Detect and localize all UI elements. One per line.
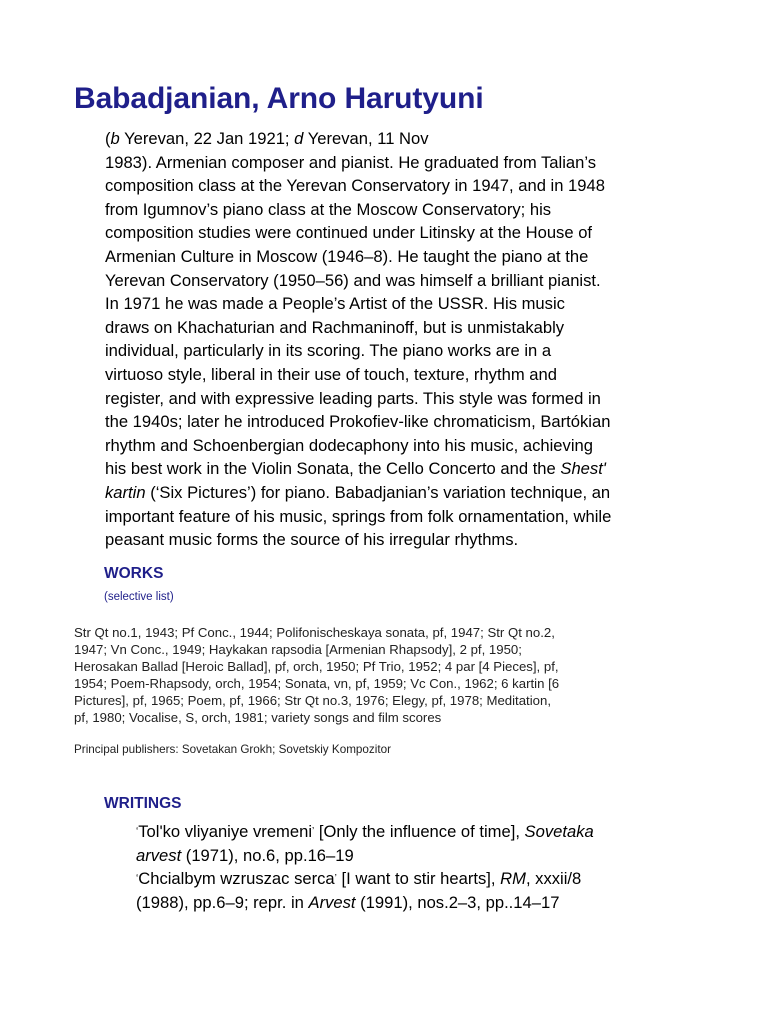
quote-mark: ’ — [334, 873, 337, 884]
works-line: 1947; Vn Conc., 1949; Haykakan rapsodia [Armenian Rhapsody], 2 pf, 1950; — [74, 642, 522, 658]
bio-line — [105, 457, 665, 481]
work-title: kartin — [105, 482, 146, 502]
citation-detail: (1988), pp.6–9; repr. in — [136, 892, 309, 912]
works-line: Str Qt no.1, 1943; Pf Conc., 1944; Polifonischeskaya sonata, pf, 1947; Str Qt no.2, — [74, 625, 555, 640]
writing-entry — [136, 867, 676, 915]
bio-line: Yerevan Conservatory (1950–56) and was himself a brilliant pianist. — [105, 270, 601, 290]
bio-text: (‘Six Pictures’) for piano. Babadjanian’s variation technique, an — [145, 482, 611, 502]
journal-name: Sovetaka — [524, 822, 594, 841]
bio-line: rhythm and Schoenbergian dodecaphony into his music, achieving — [105, 435, 593, 455]
works-heading: WORKS — [104, 565, 164, 582]
writing-line — [136, 820, 676, 844]
citation-detail: (1991), nos.2–3, pp..14–17 — [355, 892, 560, 912]
works-line: Pictures], pf, 1965; Poem, pf, 1966; Str Qt no.3, 1976; Elegy, pf, 1978; Meditation, — [74, 693, 551, 709]
bio-line: virtuoso style, liberal in their use of touch, texture, rhythm and — [105, 364, 557, 384]
bio-line: register, and with expressive leading parts. This style was formed in — [105, 388, 601, 408]
writing-title: Tol'ko vliyaniye vremeni — [138, 822, 313, 841]
works-line: 1954; Poem-Rhapsody, orch, 1954; Sonata, vn, pf, 1959; Vc Con., 1962; 6 kartin [6 — [74, 676, 560, 692]
bio-line: draws on Khachaturian and Rachmaninoff, but is unmistakably — [105, 317, 565, 337]
works-list — [74, 624, 674, 727]
bio-line: composition class at the Yerevan Conservatory in 1947, and in 1948 — [105, 176, 605, 196]
writing-entry — [136, 820, 676, 868]
bio-line — [105, 481, 665, 505]
bio-line: from Igumnov’s piano class at the Moscow Conservatory; his — [105, 199, 552, 219]
writing-line — [136, 891, 676, 915]
bio-line: composition studies were continued under Litinsky at the House of — [105, 223, 593, 243]
writing-line — [136, 844, 676, 868]
bio-text: his best work in the Violin Sonata, the Cello Concerto and the — [105, 459, 561, 479]
journal-name: arvest — [136, 845, 182, 865]
writing-title: Chcialbym wzruszac serca — [138, 869, 335, 888]
bio-line: important feature of his music, springs from folk ornamentation, while — [105, 506, 612, 526]
quote-mark: ‘ — [136, 826, 139, 837]
bio-line: 1983). Armenian composer and pianist. He graduated from Talian’s — [105, 152, 597, 172]
writing-gloss: [I want to stir hearts], — [336, 869, 501, 888]
writings-heading: WRITINGS — [104, 795, 182, 812]
journal-name: RM — [500, 869, 526, 888]
bio-line: Armenian Culture in Moscow (1946–8). He taught the piano at the — [105, 246, 589, 266]
journal-name: Arvest — [308, 892, 356, 912]
bio-line: the 1940s; later he introduced Prokofiev-like chromaticism, Bartókian — [105, 412, 611, 432]
publishers-note: Principal publishers: Sovetakan Grokh; Sovetskiy Kompozitor — [74, 743, 392, 756]
bio-line: In 1971 he was made a People’s Artist of the USSR. His music — [105, 294, 565, 314]
quote-mark: ‘ — [136, 873, 139, 884]
works-line: pf, 1980; Vocalise, S, orch, 1981; variety songs and film scores — [74, 710, 442, 726]
paren: ( — [105, 129, 111, 148]
page-title: Babadjanian, Arno Harutyuni — [74, 82, 484, 115]
citation-detail: , xxxii/8 — [525, 869, 582, 888]
work-title: Shest' — [560, 459, 606, 479]
works-subheading: (selective list) — [104, 591, 174, 603]
born-abbrev: b — [110, 129, 120, 148]
quote-mark: ’ — [312, 826, 315, 837]
bio-line: individual, particularly in its scoring. The piano works are in a — [105, 341, 552, 361]
biography-paragraph — [105, 127, 665, 552]
bio-line: peasant music forms the source of his irregular rhythms. — [105, 530, 519, 550]
bio-line — [105, 127, 665, 151]
works-line: Herosakan Ballad [Heroic Ballad], pf, orch, 1950; Pf Trio, 1952; 4 par [4 Pieces], pf, — [74, 659, 559, 675]
citation-detail: (1971), no.6, pp.16–19 — [181, 845, 354, 865]
writing-gloss: [Only the influence of time], — [314, 822, 525, 841]
died-abbrev: d — [294, 129, 304, 148]
death-info: Yerevan, 11 Nov — [303, 129, 429, 148]
birth-info: Yerevan, 22 Jan 1921; — [119, 129, 295, 148]
writing-line — [136, 867, 676, 891]
